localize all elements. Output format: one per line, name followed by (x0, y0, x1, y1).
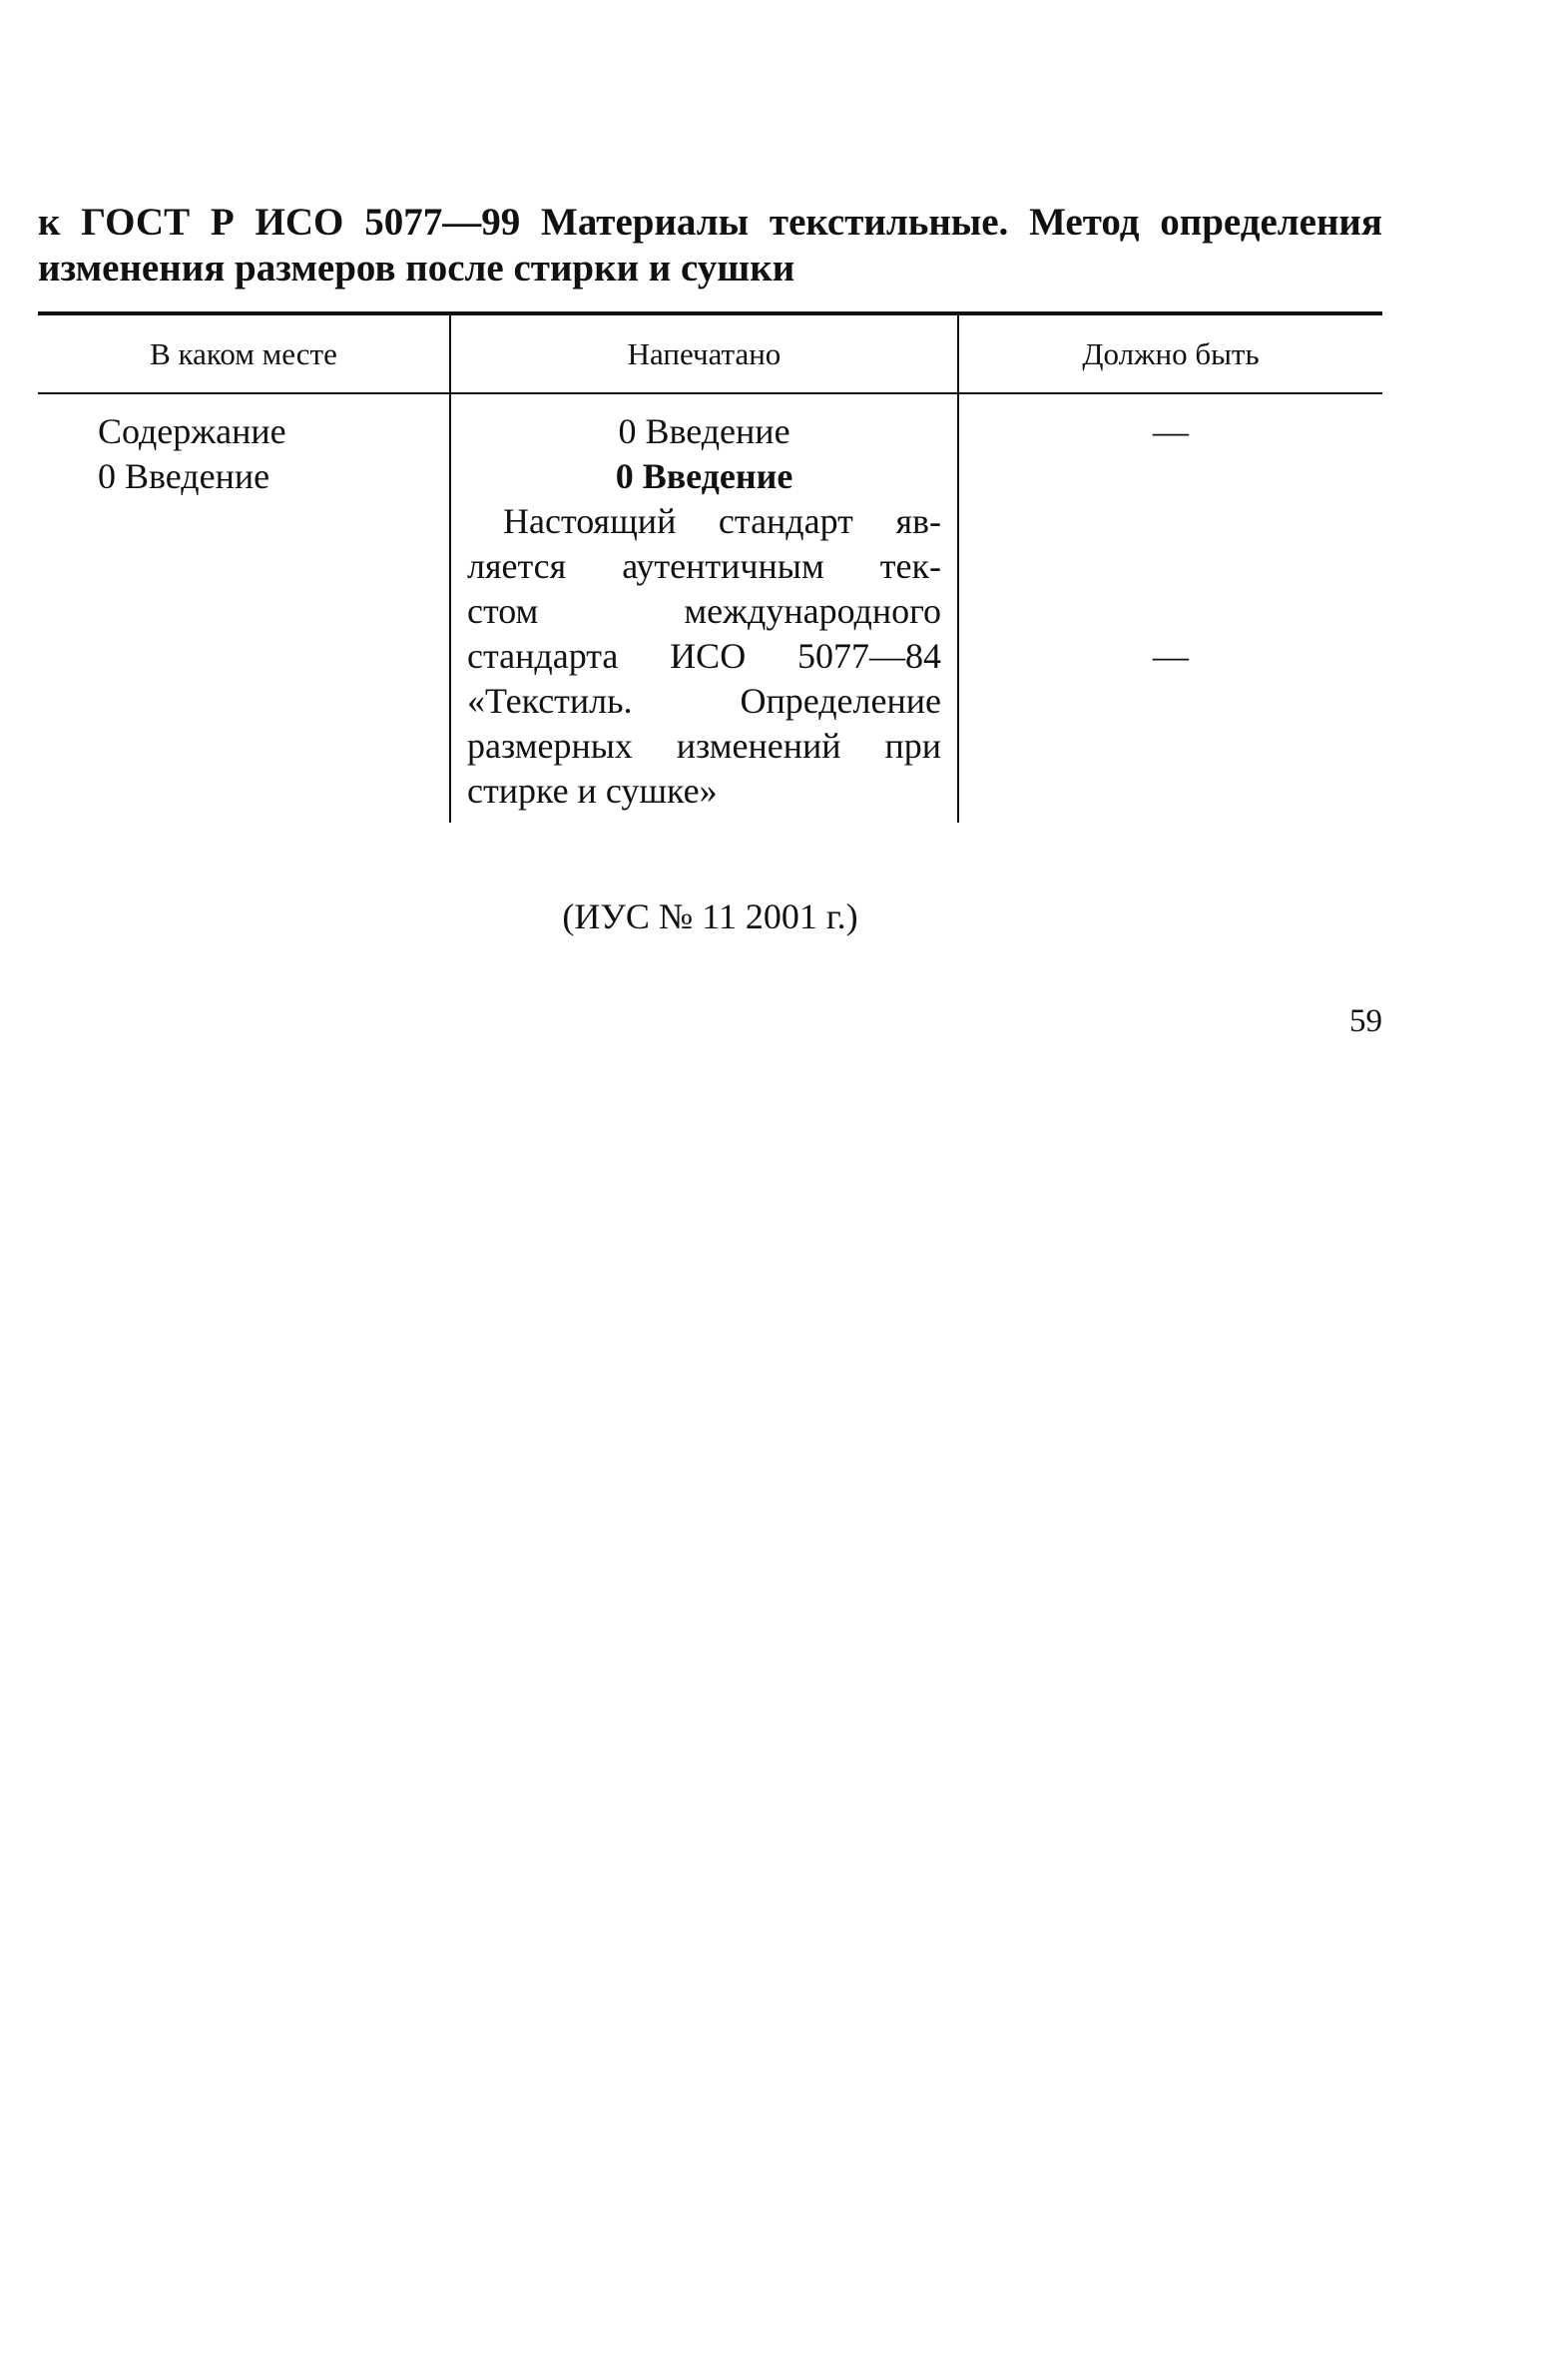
printed-text-line: стом международного (467, 591, 941, 631)
page-number: 59 (1349, 1003, 1382, 1039)
printed-text-line: стандарта ИСО 5077—84 (467, 636, 941, 676)
table-header-rule (38, 392, 1382, 394)
where-item-introduction: 0 Введение (98, 456, 270, 496)
header-where: В каком месте (150, 335, 337, 371)
printed-text-line: «Текстиль. Определение (467, 681, 941, 721)
title-line-1: к ГОСТ Р ИСО 5077—99 Материалы текстильные. Метод определения (38, 201, 1382, 244)
printed-cell (467, 409, 941, 814)
document-page (38, 0, 1382, 2358)
amendment-title (38, 200, 1382, 292)
should-be-dash-introduction: — (1153, 636, 1189, 676)
where-item-contents: Содержание (98, 411, 286, 451)
printed-text-line: стирке и сушке» (467, 771, 718, 811)
should-be-dash-contents: — (1153, 411, 1189, 451)
header-should-be: Должно быть (1082, 335, 1260, 371)
header-printed: Напечатано (627, 335, 782, 371)
where-cell (98, 409, 286, 499)
ius-reference-note: (ИУС № 11 2001 г.) (562, 896, 858, 936)
printed-heading-plain: 0 Введение (618, 411, 790, 451)
printed-text-line: Настоящий стандарт яв- (503, 501, 941, 541)
printed-heading-bold: 0 Введение (615, 456, 793, 496)
printed-text-line: ляется аутентичным тек- (467, 546, 941, 586)
title-line-2: изменения размеров после стирки и сушки (38, 247, 795, 290)
printed-text-line: размерных изменений при (467, 726, 941, 766)
